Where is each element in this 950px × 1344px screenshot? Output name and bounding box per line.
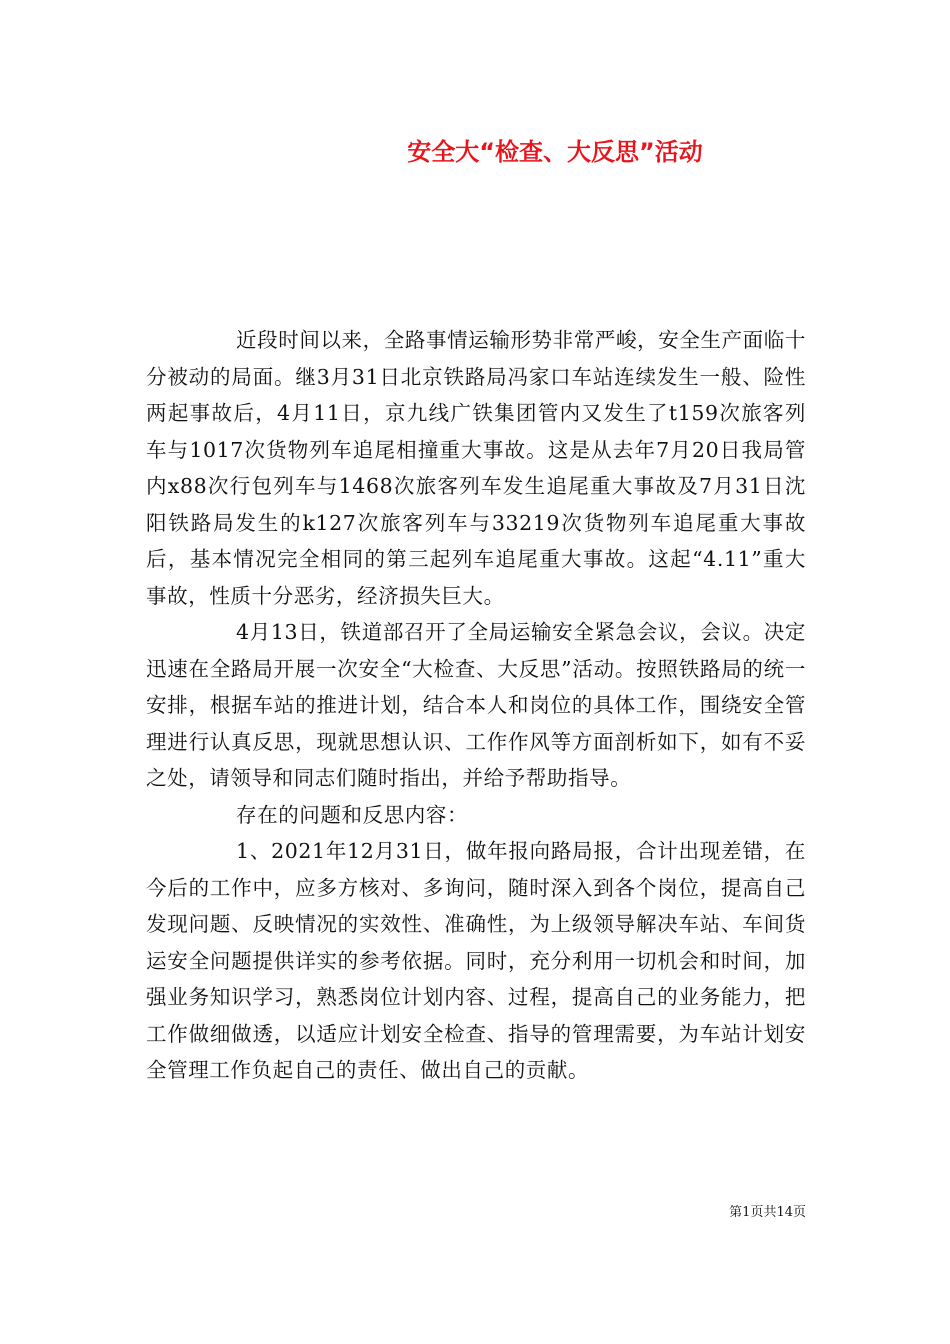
paragraph: 近段时间以来，全路事情运输形势非常严峻，安全生产面临十分被动的局面。继3月31日北京铁路局冯家口车站连续发生一般、险性两起事故后，4月11日，京九线广铁集团管内又发生了t159次旅客列车与1017次货物列车追尾相撞重大事故。这是从去年7月20日我局管内x88次行包列车与1468次旅客列车发生追尾重大事故及7月31日沈阳铁路局发生的k127次旅客列车与33219次货物列车追尾重大事故后，基本情况完全相同的第三起列车追尾重大事故。这起“4.11”重大事故，性质十分恶劣，经济损失巨大。	[146, 328, 806, 608]
paragraph: 1、2021年12月31日，做年报向路局报，合计出现差错，在今后的工作中，应多方核对、多询问，随时深入到各个岗位，提高自己发现问题、反映情况的实效性、准确性，为上级领导解决车站、车间货运安全问题提供详实的参考依据。同时，充分利用一切机会和时间，加强业务知识学习，熟悉岗位计划内容、过程，提高自己的业务能力，把工作做细做透，以适应计划安全检查、指导的管理需要，为车站计划安全管理工作负起自己的责任、做出自己的贡献。	[146, 839, 806, 1082]
paragraph: 4月13日，铁道部召开了全局运输安全紧急会议，会议。决定迅速在全路局开展一次安全“大检查、大反思”活动。按照铁路局的统一安排，根据车站的推进计划，结合本人和岗位的具体工作，围绕安全管理进行认真反思，现就思想认识、工作作风等方面剖析如下，如有不妥之处，请领导和同志们随时指出，并给予帮助指导。	[146, 620, 806, 790]
paragraph: 存在的问题和反思内容：	[236, 802, 469, 827]
page-number: 第1页共14页	[729, 1205, 806, 1220]
document-title: 安全大“检查、大反思”活动	[407, 138, 703, 166]
document-body	[146, 322, 806, 1089]
